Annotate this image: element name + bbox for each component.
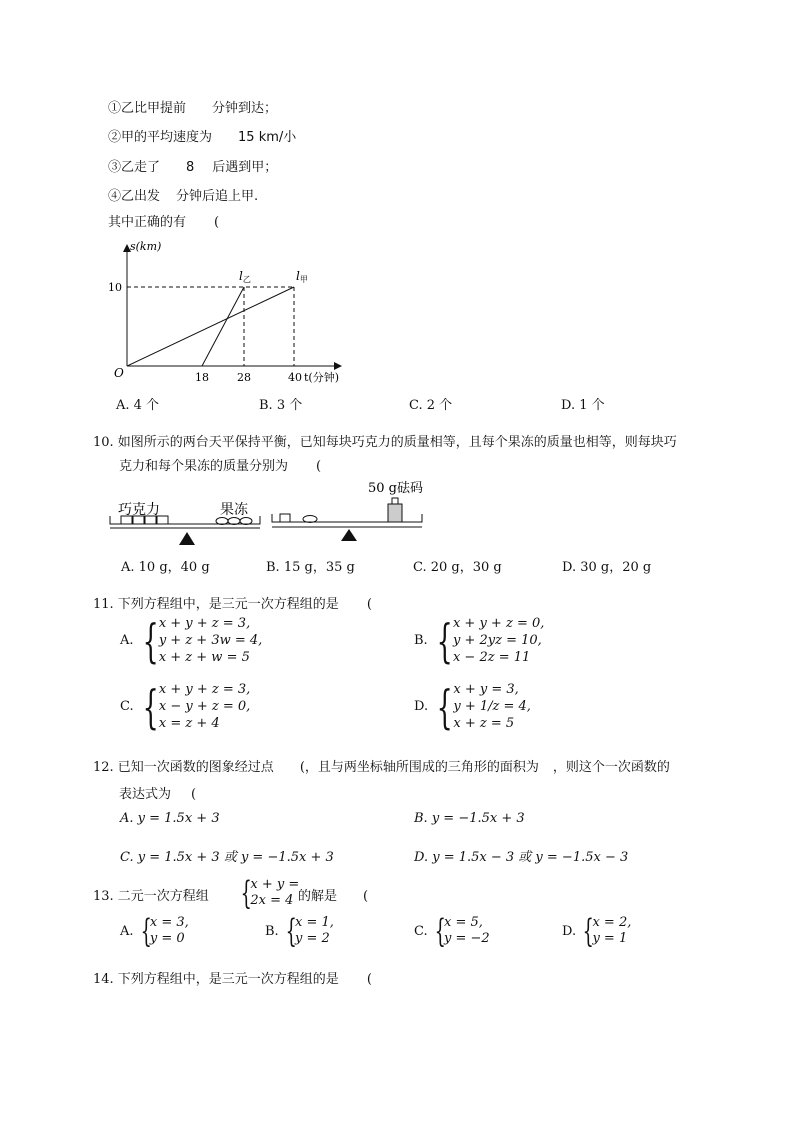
tick-18: 18 [195, 371, 209, 384]
q13-option-a[interactable]: A. { x = 3, y = 0 [120, 912, 189, 950]
q10-option-b[interactable]: B. 15 g，35 g [266, 560, 355, 575]
q13-option-c[interactable]: C. { x = 5, y = −2 [414, 912, 490, 950]
q12-line2: 表达式为 ( [119, 787, 197, 802]
line-jia [127, 287, 294, 366]
q10-line2: 克力和每个果冻的质量分别为 ( [119, 459, 322, 474]
q11-option-b[interactable]: B. { x + y + z = 0, y + 2yz = 10, x − 2z = 11 [414, 613, 545, 668]
q10-option-d[interactable]: D. 30 g，20 g [562, 560, 652, 575]
q9-option-d[interactable]: D. 1 个 [561, 398, 605, 413]
q10-line1: 10. 如图所示的两台天平保持平衡，已知每块巧克力的质量相等，且每个果冻的质量也相等，则每块巧 [93, 435, 677, 450]
label-l-yi: l乙 [239, 269, 251, 284]
q14-stem: 14. 下列方程组中，是三元一次方程组的是 ( [93, 972, 372, 987]
q13-option-b[interactable]: B. { x = 1, y = 2 [265, 912, 334, 950]
q11-option-d[interactable]: D. { x + y = 3, y + 1/z = 4, x + z = 5 [414, 679, 531, 734]
label-chocolate: 巧克力 [118, 502, 160, 518]
line-yi [202, 287, 244, 366]
q9-stmt4: ④乙出发 分钟后追上甲. [108, 189, 259, 204]
q13-option-d[interactable]: D. { x = 2, y = 1 [562, 912, 632, 950]
q12-option-a[interactable]: A. y = 1.5x + 3 [120, 811, 220, 826]
q13-tail: 的解是 ( [298, 889, 369, 904]
q13-system: { x + y = 2x = 4 [240, 874, 300, 912]
tick-40: 40 [288, 371, 302, 384]
q11-option-c[interactable]: C. { x + y + z = 3, x − y + z = 0, x = z + 4 [120, 679, 251, 734]
q12-option-c[interactable]: C. y = 1.5x + 3 或 y = −1.5x + 3 [120, 850, 334, 865]
q9-ask: 其中正确的有 ( [108, 215, 220, 230]
q9-option-c[interactable]: C. 2 个 [409, 398, 453, 413]
label-weight: 50 g砝码 [368, 481, 423, 496]
balance-left [110, 516, 260, 545]
q11-stem: 11. 下列方程组中，是三元一次方程组的是 ( [93, 597, 372, 612]
q10-option-a[interactable]: A. 10 g，40 g [121, 560, 210, 575]
y-label: s(km) [130, 240, 162, 253]
q12-line1: 12. 已知一次函数的图象经过点 (，且与两坐标轴所围成的三角形的面积为 ，则这个一次函数的 [93, 760, 670, 775]
tick-28: 28 [237, 371, 251, 384]
q9-option-b[interactable]: B. 3 个 [259, 398, 303, 413]
q11-option-a[interactable]: A. { x + y + z = 3, y + z + 3w = 4, x + z + w = 5 [120, 613, 263, 668]
q9-stmt3: ③乙走了 8 后遇到甲； [108, 160, 278, 175]
q9-stmt1: ①乙比甲提前 分钟到达； [108, 101, 278, 116]
x-label: t(分钟) [304, 371, 340, 384]
balance-right [272, 498, 422, 541]
origin: O [114, 366, 124, 380]
q13-stem: 13. 二元一次方程组 [93, 889, 209, 904]
q12-option-b[interactable]: B. y = −1.5x + 3 [414, 811, 525, 826]
label-jelly: 果冻 [220, 502, 248, 518]
q9-option-a[interactable]: A. 4 个 [116, 398, 160, 413]
q10-balance-figure [108, 478, 428, 548]
q10-option-c[interactable]: C. 20 g，30 g [413, 560, 502, 575]
q12-option-d[interactable]: D. y = 1.5x − 3 或 y = −1.5x − 3 [414, 850, 629, 865]
label-l-jia: l甲 [296, 269, 308, 284]
q9-graph [108, 238, 348, 388]
q9-stmt2: ②甲的平均速度为 15 km/小 [108, 130, 297, 145]
tick-10: 10 [108, 281, 122, 294]
